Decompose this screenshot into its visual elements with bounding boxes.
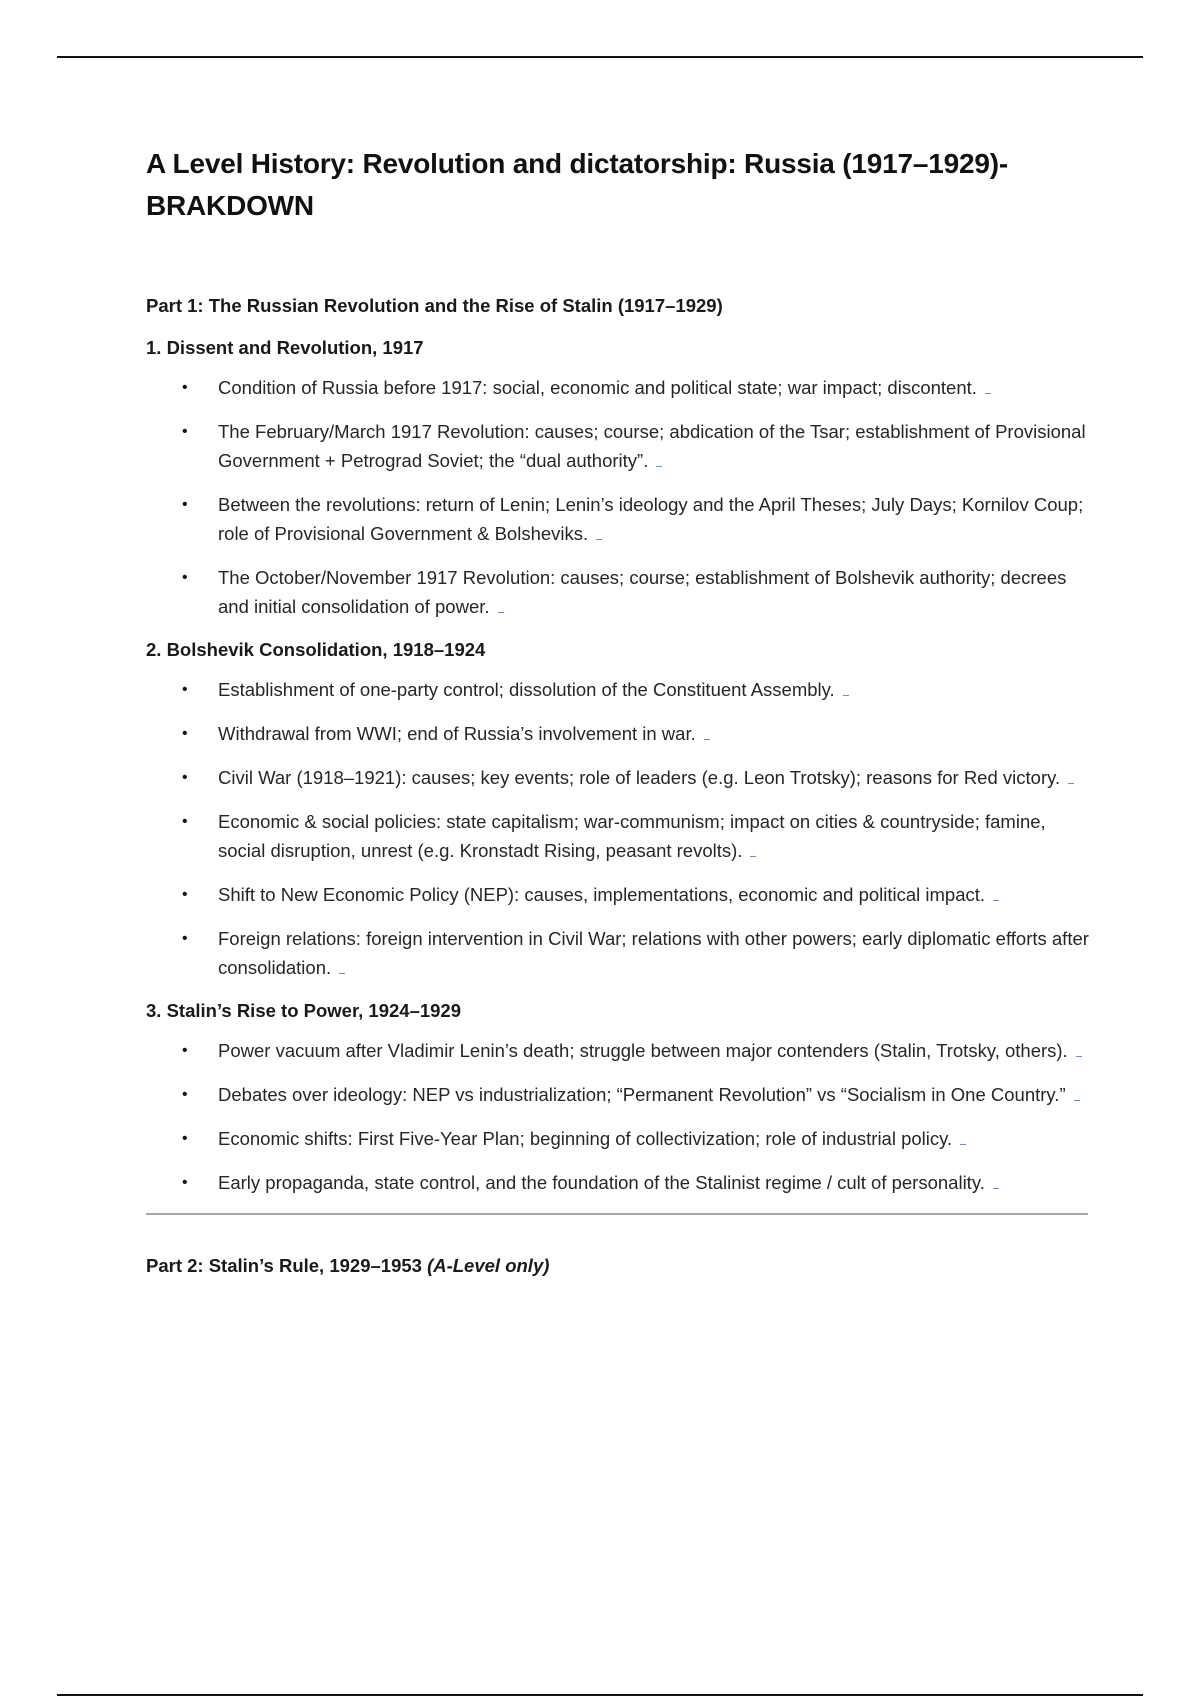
bullet-item bbox=[146, 1080, 1096, 1109]
part-1-heading: Part 1: The Russian Revolution and the Rise of Stalin (1917–1929) bbox=[146, 295, 723, 316]
bullet-dot-icon: • bbox=[182, 725, 188, 742]
section-heading: 3. Stalin’s Rise to Power, 1924–1929 bbox=[146, 1000, 462, 1021]
paragraph-mark-icon bbox=[993, 1180, 999, 1189]
bullet-item bbox=[146, 563, 1096, 621]
bullet-dot-icon: • bbox=[182, 423, 188, 440]
paragraph-mark-icon bbox=[993, 892, 999, 901]
bullet-text: Economic shifts: First Five-Year Plan; beginning of collectivization; role of industrial policy. bbox=[218, 1128, 953, 1149]
bullet-item bbox=[146, 763, 1096, 792]
bullet-text: The October/November 1917 Revolution: causes; course; establishment of Bolshevik authority; decrees and initial consolidation of power. bbox=[218, 567, 1067, 617]
part-2-heading bbox=[146, 1253, 1096, 1279]
bullet-text: Between the revolutions: return of Lenin; Lenin’s ideology and the April Theses; July Days; Kornilov Coup; role of Provisional Government & Bolsheviks. bbox=[218, 494, 1084, 544]
bullet-dot-icon: • bbox=[182, 1130, 188, 1147]
bullet-text: Establishment of one-party control; dissolution of the Constituent Assembly. bbox=[218, 679, 835, 700]
bullet-text: Debates over ideology: NEP vs industrialization; “Permanent Revolution” vs “Socialism in One Country.” bbox=[218, 1084, 1066, 1105]
bullet-dot-icon: • bbox=[182, 1042, 188, 1059]
section-3-bullet-list bbox=[146, 1036, 1096, 1197]
bullet-dot-icon: • bbox=[182, 1174, 188, 1191]
bullet-dot-icon: • bbox=[182, 496, 188, 513]
paragraph-mark-icon bbox=[339, 965, 345, 974]
bullet-text: Early propaganda, state control, and the foundation of the Stalinist regime / cult of personality. bbox=[218, 1172, 985, 1193]
paragraph-mark-icon bbox=[1076, 1048, 1082, 1057]
paragraph-mark-icon bbox=[498, 604, 504, 613]
bullet-text: Shift to New Economic Policy (NEP): causes, implementations, economic and political impact. bbox=[218, 884, 986, 905]
bullet-dot-icon: • bbox=[182, 1086, 188, 1103]
section-heading: 2. Bolshevik Consolidation, 1918–1924 bbox=[146, 639, 486, 660]
bullet-item bbox=[146, 1168, 1096, 1197]
bullet-item bbox=[146, 1124, 1096, 1153]
part-2-heading-note: (A-Level only) bbox=[427, 1255, 550, 1276]
bullet-dot-icon: • bbox=[182, 886, 188, 903]
paragraph-mark-icon bbox=[1074, 1092, 1080, 1101]
section-1-bullet-list bbox=[146, 373, 1096, 621]
document-title-line-2: BRAKDOWN bbox=[146, 190, 314, 221]
bullet-text: Withdrawal from WWI; end of Russia’s involvement in war. bbox=[218, 723, 696, 744]
document-body bbox=[146, 143, 1096, 1279]
bullet-item bbox=[146, 924, 1096, 982]
bullet-dot-icon: • bbox=[182, 930, 188, 947]
bullet-item bbox=[146, 490, 1096, 548]
bullet-text: Economic & social policies: state capitalism; war-communism; impact on cities & countryside; famine, social disruption, unrest (e.g. Kronstadt Rising, peasant revolts). bbox=[218, 811, 1046, 861]
paragraph-mark-icon bbox=[750, 848, 756, 857]
bullet-text: The February/March 1917 Revolution: causes; course; abdication of the Tsar; establishment of Provisional Government + Petrograd Soviet; the “dual authority”. bbox=[218, 421, 1086, 471]
bullet-item bbox=[146, 417, 1096, 475]
bullet-item bbox=[146, 807, 1096, 865]
bullet-dot-icon: • bbox=[182, 569, 188, 586]
page-bottom-rule bbox=[57, 1694, 1143, 1696]
paragraph-mark-icon bbox=[704, 731, 710, 740]
bullet-text: Power vacuum after Vladimir Lenin’s death; struggle between major contenders (Stalin, Trotsky, others). bbox=[218, 1040, 1068, 1061]
bullet-text: Condition of Russia before 1917: social, economic and political state; war impact; discontent. bbox=[218, 377, 977, 398]
paragraph-mark-icon bbox=[985, 385, 991, 394]
paragraph-mark-icon bbox=[843, 687, 849, 696]
bullet-item bbox=[146, 719, 1096, 748]
bullet-dot-icon: • bbox=[182, 813, 188, 830]
bullet-item bbox=[146, 1036, 1096, 1065]
paragraph-mark-icon bbox=[960, 1136, 966, 1145]
section-divider bbox=[146, 1213, 1088, 1215]
bullet-text: Civil War (1918–1921): causes; key events; role of leaders (e.g. Leon Trotsky); reasons for Red victory. bbox=[218, 767, 1061, 788]
bullet-item bbox=[146, 373, 1096, 402]
bullet-dot-icon: • bbox=[182, 379, 188, 396]
paragraph-mark-icon bbox=[596, 531, 602, 540]
paragraph-mark-icon bbox=[656, 458, 662, 467]
bullet-dot-icon: • bbox=[182, 769, 188, 786]
section-2-bullet-list bbox=[146, 675, 1096, 982]
bullet-text: Foreign relations: foreign intervention in Civil War; relations with other powers; early diplomatic efforts after consolidation. bbox=[218, 928, 1089, 978]
bullet-item bbox=[146, 675, 1096, 704]
bullet-dot-icon: • bbox=[182, 681, 188, 698]
bullet-item bbox=[146, 880, 1096, 909]
section-heading: 1. Dissent and Revolution, 1917 bbox=[146, 337, 424, 358]
page-top-rule bbox=[57, 56, 1143, 58]
document-title-line-1: A Level History: Revolution and dictatorship: Russia (1917–1929)- bbox=[146, 148, 1008, 179]
paragraph-mark-icon bbox=[1068, 775, 1074, 784]
part-2-heading-text: Part 2: Stalin’s Rule, 1929–1953 bbox=[146, 1255, 422, 1276]
document-title bbox=[146, 143, 1096, 227]
